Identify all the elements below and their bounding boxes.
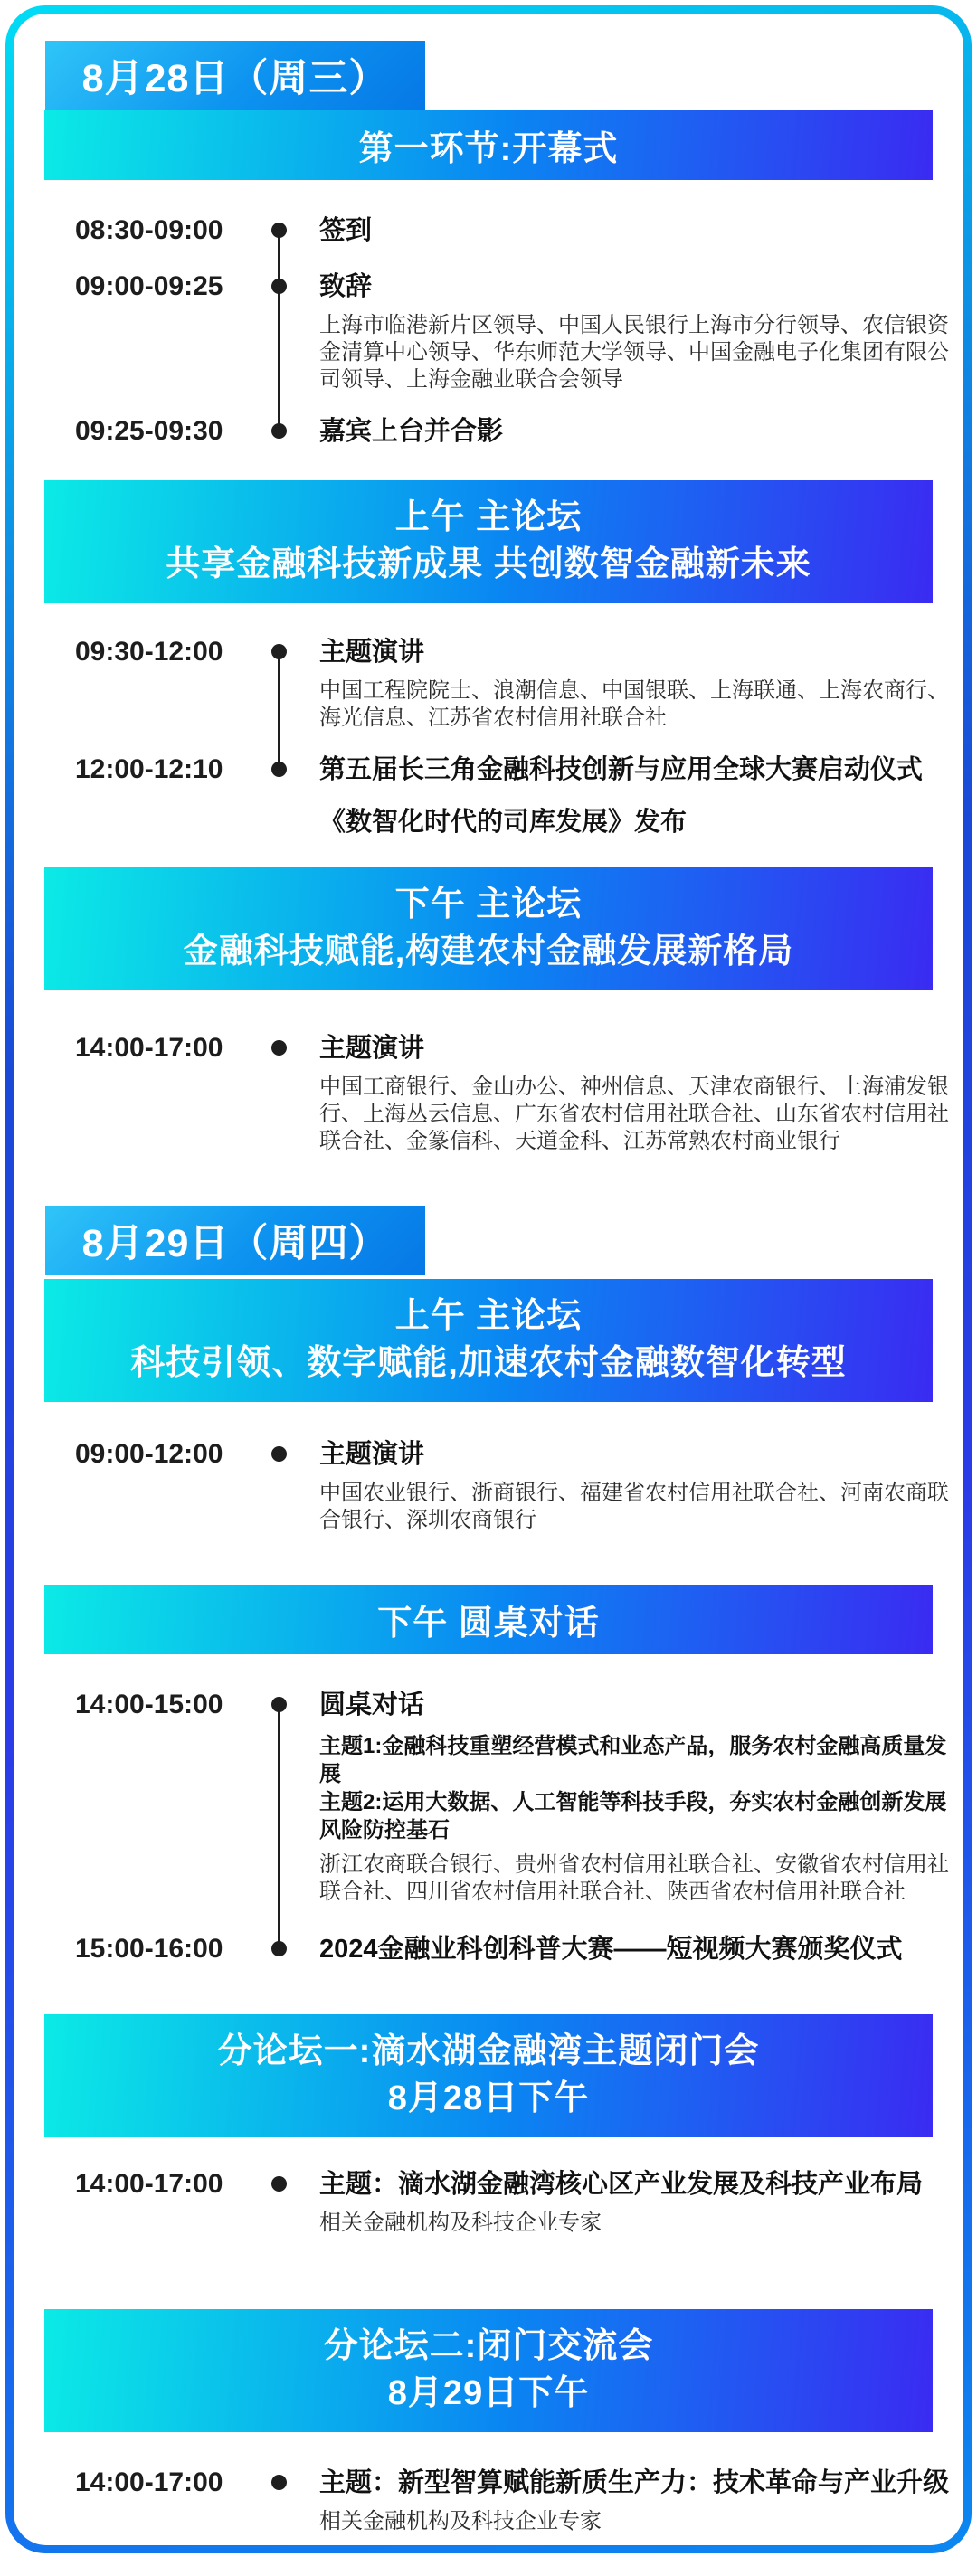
- event-description: 上海市临港新片区领导、中国人民银行上海市分行领导、农信银资金清算中心领导、华东师范大学领导、中国金融电子化集团有限公司领导、上海金融业联合会领导: [319, 313, 949, 392]
- roundtable-topics: [319, 1732, 949, 1844]
- panel-title: 上午 主论坛: [394, 498, 583, 536]
- event-title: 致辞: [319, 272, 373, 301]
- event-time: 09:30-12:00: [75, 637, 223, 667]
- event-time: 09:00-12:00: [75, 1439, 223, 1469]
- session-panel-forum1: [44, 2014, 933, 2137]
- event-title: 签到: [319, 216, 373, 245]
- session-panel-am-day1: [44, 480, 933, 603]
- panel-title: 下午 主论坛: [394, 886, 583, 923]
- timeline-pm-day1: [14, 1030, 963, 1155]
- event-row: [75, 1687, 949, 1906]
- event-time: 14:00-17:00: [75, 2169, 223, 2199]
- timeline-dot-icon: [271, 1941, 287, 1956]
- timeline-dot-icon: [271, 223, 287, 238]
- event-description: 中国农业银行、浙商银行、福建省农村信用社联合社、河南农商联合银行、深圳农商银行: [319, 1481, 949, 1532]
- event-title: 主题：新型智算赋能新质生产力：技术革命与产业升级: [319, 2468, 950, 2497]
- event-row: [75, 2465, 949, 2535]
- timeline-am-day1: [14, 634, 963, 840]
- timeline-dot-icon: [271, 644, 287, 659]
- event-description: 中国工程院院士、浪潮信息、中国银联、上海联通、上海农商行、海光信息、江苏省农村信用社联合社: [319, 678, 949, 730]
- event-title: 嘉宾上台并合影: [319, 417, 504, 446]
- event-subtitle: 《数智化时代的司库发展》发布: [319, 808, 688, 837]
- topic-line: 主题1:金融科技重塑经营模式和业态产品，服务农村金融高质量发展: [319, 1734, 947, 1786]
- event-description: 中国工商银行、金山办公、神州信息、天津农商银行、上海浦发银行、上海丛云信息、广东省农村信用社联合社、山东省农村信用社联合社、金篆信科、天道金科、江苏常熟农村商业银行: [319, 1075, 949, 1153]
- date-badge-label: 8月28日（周三）: [81, 57, 389, 100]
- event-title: 第五届长三角金融科技创新与应用全球大赛启动仪式: [319, 755, 924, 784]
- panel-subtitle: 8月28日下午: [387, 2079, 590, 2117]
- event-time: 14:00-15:00: [75, 1690, 223, 1719]
- poster-body: [14, 14, 963, 2545]
- timeline-line: [278, 652, 280, 770]
- timeline-forum1: [14, 2166, 963, 2237]
- timeline-roundtable: [14, 1687, 963, 1967]
- timeline-am-day2: [14, 1436, 963, 1534]
- timeline-dot-icon: [271, 1446, 287, 1462]
- poster-frame: [5, 5, 972, 2553]
- topic-line: 主题2:运用大数据、人工智能等科技手段，夯实农村金融创新发展风险防控基石: [319, 1790, 947, 1842]
- event-row: [75, 634, 949, 732]
- timeline-dot-icon: [271, 2475, 287, 2490]
- event-title: 主题演讲: [319, 1440, 425, 1469]
- timeline-dot-icon: [271, 2176, 287, 2192]
- event-time: 08:30-09:00: [75, 215, 223, 245]
- event-row: [75, 413, 949, 450]
- event-time: 14:00-17:00: [75, 1033, 223, 1063]
- event-title: 圆桌对话: [319, 1690, 425, 1719]
- timeline-line: [278, 1705, 280, 1949]
- panel-subtitle: 共享金融科技新成果 共创数智金融新未来: [166, 545, 811, 583]
- event-time: 09:00-09:25: [75, 271, 223, 301]
- event-time: 14:00-17:00: [75, 2467, 223, 2497]
- timeline-dot-icon: [271, 1697, 287, 1712]
- event-row: [75, 213, 949, 249]
- event-title: 主题演讲: [319, 638, 425, 667]
- timeline-line: [278, 231, 280, 431]
- event-time: 15:00-16:00: [75, 1934, 223, 1964]
- panel-subtitle: 金融科技赋能,构建农村金融发展新格局: [183, 933, 794, 971]
- timeline-opening: [14, 213, 963, 450]
- date-badge-label: 8月29日（周四）: [81, 1222, 389, 1265]
- section-bar-roundtable: [44, 1585, 933, 1654]
- section-title: 下午 圆桌对话: [377, 1605, 600, 1643]
- event-title: 主题：滴水湖金融湾核心区产业发展及科技产业布局: [319, 2170, 924, 2199]
- event-row: [75, 752, 949, 840]
- section-title: 第一环节:开幕式: [358, 130, 619, 168]
- timeline-dot-icon: [271, 279, 287, 294]
- panel-subtitle: 8月29日下午: [387, 2374, 590, 2412]
- session-panel-am-day2: [44, 1279, 933, 1402]
- event-description: 相关金融机构及科技企业专家: [319, 2211, 602, 2235]
- section-bar-opening: [44, 110, 933, 180]
- event-time: 09:25-09:30: [75, 416, 223, 446]
- date-badge-day2: [45, 1206, 425, 1275]
- timeline-dot-icon: [271, 423, 287, 439]
- timeline-forum2: [14, 2465, 963, 2535]
- timeline-dot-icon: [271, 762, 287, 777]
- event-row: [75, 1436, 949, 1534]
- panel-title: 分论坛一:滴水湖金融湾主题闭门会: [217, 2032, 760, 2070]
- event-description: 相关金融机构及科技企业专家: [319, 2509, 602, 2533]
- event-title: 主题演讲: [319, 1034, 425, 1063]
- event-time: 12:00-12:10: [75, 754, 223, 784]
- panel-title: 分论坛二:闭门交流会: [323, 2327, 654, 2365]
- event-row: [75, 2166, 949, 2237]
- panel-subtitle: 科技引领、数字赋能,加速农村金融数智化转型: [130, 1344, 847, 1382]
- event-row: [75, 1030, 949, 1155]
- panel-title: 上午 主论坛: [394, 1297, 583, 1335]
- session-panel-forum2: [44, 2309, 933, 2432]
- timeline-dot-icon: [271, 1040, 287, 1056]
- event-title: 2024金融业科创科普大赛——短视频大赛颁奖仪式: [319, 1935, 903, 1964]
- event-row: [75, 269, 949, 393]
- session-panel-pm-day1: [44, 867, 933, 990]
- event-row: [75, 1931, 949, 1967]
- date-badge-day1: [45, 41, 425, 110]
- event-description: 浙江农商联合银行、贵州省农村信用社联合社、安徽省农村信用社联合社、四川省农村信用社联合社、陕西省农村信用社联合社: [319, 1852, 949, 1904]
